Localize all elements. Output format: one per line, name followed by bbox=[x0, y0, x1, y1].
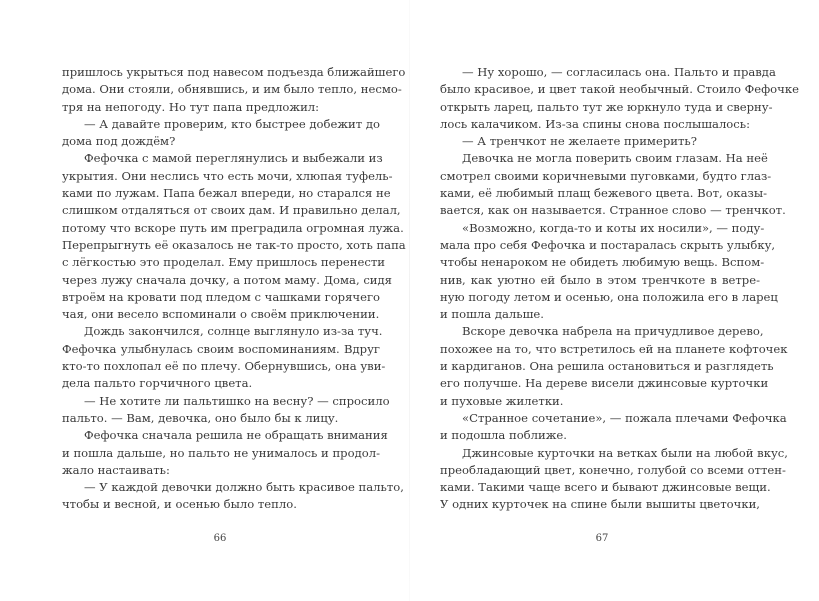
page-number-right: 67 bbox=[595, 533, 609, 544]
text-line: потому что вскоре путь им преградила огромная лужа. bbox=[62, 220, 404, 235]
paragraph bbox=[62, 393, 390, 428]
text-line: ками по лужам. Папа бежал впереди, но старался не bbox=[62, 186, 391, 201]
text-line: Фефочка сначала решила не обращать внимания bbox=[84, 428, 388, 443]
paragraph bbox=[62, 64, 406, 116]
text-line: и пошла дальше. bbox=[440, 307, 544, 322]
text-line: дома под дождём? bbox=[62, 134, 176, 149]
paragraph bbox=[62, 116, 380, 151]
text-line: Перепрыгнуть её оказалось не так-то просто, хоть папа bbox=[62, 237, 406, 252]
right-page-text bbox=[440, 64, 799, 514]
text-line: — Не хотите ли пальтишко на весну? — спросило bbox=[84, 393, 390, 408]
text-line: через лужу сначала дочку, а потом маму. Дома, сидя bbox=[62, 272, 392, 287]
text-line: дела пальто горчичного цвета. bbox=[62, 376, 253, 391]
text-line: и пошла дальше, но пальто не унималось и продол- bbox=[62, 445, 380, 460]
text-line: мала про себя Фефочка и постаралась скрыть улыбку, bbox=[440, 237, 776, 252]
text-line: Вскоре девочка набрела на причудливое дерево, bbox=[462, 324, 764, 339]
text-line: ками, её любимый плащ бежевого цвета. Вот, оказы- bbox=[440, 186, 768, 201]
text-line: дома. Они стояли, обнявшись, и им было тепло, несмо- bbox=[62, 82, 402, 97]
paragraph bbox=[440, 410, 787, 445]
text-line: чтобы ненароком не обидеть любимую вещь. Вспом- bbox=[440, 255, 765, 270]
text-line: чтобы и весной, и осенью было тепло. bbox=[62, 497, 297, 512]
paragraph bbox=[62, 323, 386, 392]
text-line: Фефочка с мамой переглянулись и выбежали из bbox=[84, 151, 383, 166]
text-line: кто-то похлопал её по плечу. Обернувшись, она уви- bbox=[62, 359, 386, 374]
text-line: тря на непогоду. Но тут папа предложил: bbox=[62, 99, 320, 114]
paragraph bbox=[62, 427, 388, 479]
text-line: смотрел своими коричневыми пуговками, будто глаз- bbox=[440, 168, 772, 183]
paragraph bbox=[440, 445, 788, 514]
paragraph bbox=[440, 150, 786, 219]
text-line: пальто. — Вам, девочка, оно было бы к лицу. bbox=[62, 410, 339, 425]
text-line: жало настаивать: bbox=[62, 462, 170, 477]
left-page-text bbox=[62, 64, 406, 514]
text-line: У одних курточек на спине были вышиты цветочки, bbox=[440, 497, 760, 512]
text-line: Джинсовые курточки на ветках были на любой вкус, bbox=[462, 445, 788, 460]
paragraph bbox=[440, 220, 778, 324]
text-line: вается, как он называется. Странное слово — тренчкот. bbox=[440, 203, 786, 218]
text-line: — А тренчкот не желаете примерить? bbox=[462, 134, 697, 149]
text-line: втроём на кровати под пледом с чашками горячего bbox=[62, 289, 380, 304]
paragraph bbox=[440, 133, 760, 150]
text-line: с лёгкостью это проделал. Ему пришлось перенести bbox=[62, 255, 385, 270]
text-line: Девочка не могла поверить своим глазам. На неё bbox=[462, 151, 768, 166]
text-line: — У каждой девочки должно быть красивое пальто, bbox=[84, 480, 404, 495]
text-line: открыть ларец, пальто тут же юркнуло туда и сверну- bbox=[440, 99, 773, 114]
text-line: его получше. На дереве висели джинсовые курточки bbox=[440, 376, 769, 391]
text-line: и кардиганов. Она решила остановиться и разглядеть bbox=[440, 359, 774, 374]
text-line: лось калачиком. Из-за спины снова послышалось: bbox=[440, 116, 751, 131]
text-line: Дождь закончился, солнце выглянуло из-за туч. bbox=[84, 324, 383, 339]
text-line: слишком отдаляться от своих дам. И правильно делал, bbox=[62, 203, 401, 218]
text-line: и пуховые жилетки. bbox=[440, 393, 564, 408]
text-line: было красивое, и цвет такой необычный. Стоило Фефочке bbox=[440, 82, 799, 97]
text-line: похожее на то, что встретилось ей на планете кофточек bbox=[440, 341, 788, 356]
text-line: — А давайте проверим, кто быстрее добежит до bbox=[84, 116, 380, 131]
paragraph bbox=[62, 150, 406, 323]
paragraph bbox=[440, 64, 799, 133]
text-line: Фефочка улыбнулась своим воспоминаниям. Вдруг bbox=[62, 341, 380, 356]
text-line: пришлось укрыться под навесом подъезда ближайшего bbox=[62, 65, 406, 79]
text-line: ками. Такими чаще всего и бывают джинсовые вещи. bbox=[440, 480, 771, 495]
text-line: преобладающий цвет, конечно, голубой со всеми оттен- bbox=[440, 462, 786, 477]
text-line: — Ну хорошо, — согласилась она. Пальто и правда bbox=[462, 65, 776, 79]
text-line: укрытия. Они неслись что есть мочи, хлюпая туфель- bbox=[62, 168, 393, 183]
text-line: «Странное сочетание», — пожала плечами Фефочка bbox=[462, 410, 787, 425]
text-line: чая, они весело вспоминали о своём приключении. bbox=[62, 307, 380, 322]
text-line: «Возможно, когда-то и коты их носили», — поду- bbox=[462, 220, 765, 235]
page-number-left: 66 bbox=[213, 533, 227, 544]
paragraph bbox=[440, 323, 788, 409]
text-line: и подошла поближе. bbox=[440, 428, 567, 443]
paragraph bbox=[62, 479, 404, 514]
text-line: нив, как уютно ей было в этом тренчкоте в ветре- bbox=[440, 272, 760, 287]
book-gutter bbox=[409, 0, 410, 601]
text-line: ную погоду летом и осенью, она положила его в ларец bbox=[440, 289, 778, 304]
